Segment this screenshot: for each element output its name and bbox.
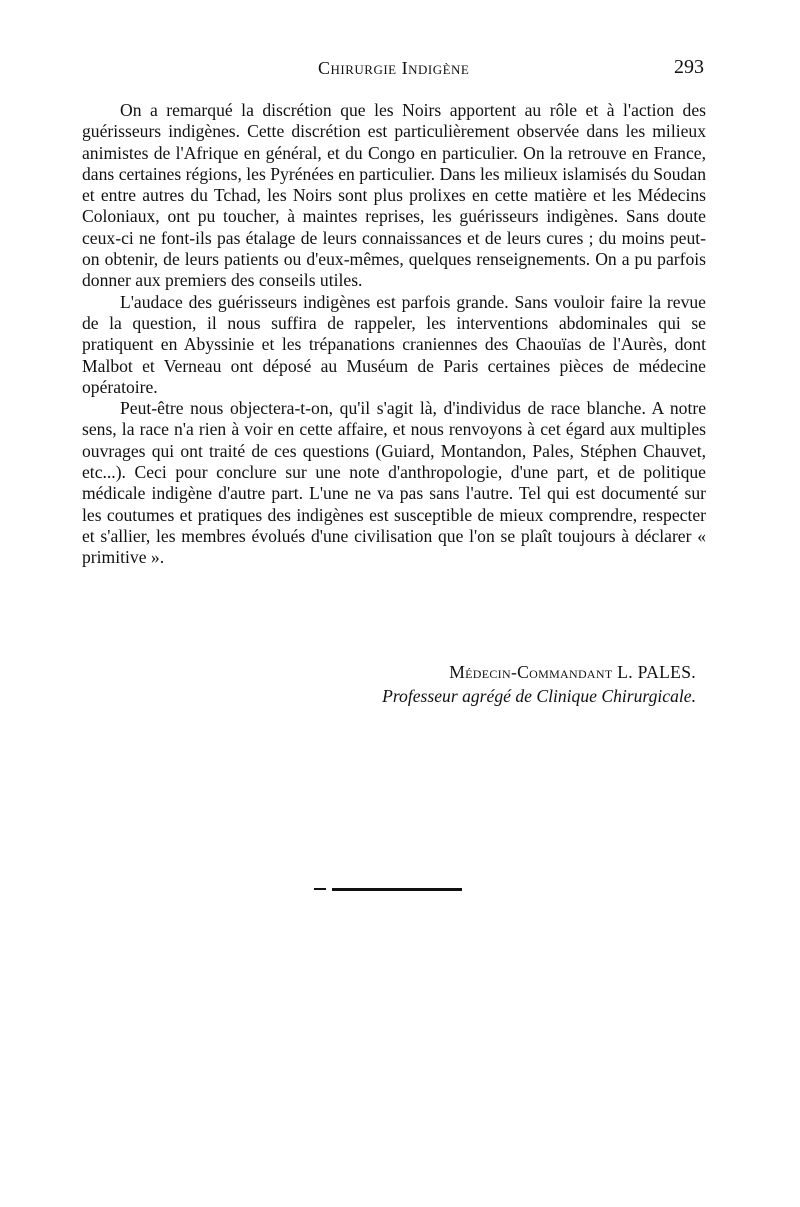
paragraph: Peut-être nous objectera-t-on, qu'il s'agit là, d'individus de race blanche. A notre sens, la race n'a rien à voir en cette affaire, et nous renvoyons à cet égard aux multiples ouvrages qui ont traité de ces questions (Guiard, Montandon, Pales, Stéphen Chauvet, etc...). Ceci pour conclure sur une note d'anthropologie, d'une part, et de politique médicale indigène d'autre part. L'une ne va pas sans l'autre. Tel qui est documenté sur les coutumes et pratiques des indigènes est susceptible de mieux comprendre, respecter et s'allier, les membres évolués d'une civilisation que l'on se plaît toujours à déclarer « primitive ».: [82, 398, 706, 568]
signature-block: [382, 660, 696, 708]
page-number: 293: [674, 56, 704, 78]
running-title: Chirurgie Indigène: [318, 58, 470, 78]
paragraph: L'audace des guérisseurs indigènes est parfois grande. Sans vouloir faire la revue de la question, il nous suffira de rappeler, les interventions abdominales qui se pratiquent en Abyssinie et les trépanations craniennes des Chaouïas de l'Aurès, dont Malbot et Verneau ont déposé au Muséum de Paris certaines pièces de médecine opératoire.: [82, 291, 706, 397]
article-body: [82, 100, 706, 569]
end-rule: [332, 888, 462, 891]
author-name: Médecin-Commandant L. PALES.: [449, 662, 696, 682]
author-affiliation: Professeur agrégé de Clinique Chirurgicale.: [382, 686, 696, 706]
paragraph: On a remarqué la discrétion que les Noirs apportent au rôle et à l'action des guérisseurs indigènes. Cette discrétion est particulièrement observée dans les milieux animistes de l'Afrique en général, et du Congo en particulier. On la retrouve en France, dans certaines régions, les Pyrénées en particulier. Dans les milieux islamisés du Soudan et entre autres du Tchad, les Noirs sont plus prolixes en cette matière et les Médecins Coloniaux, ont pu toucher, à maintes reprises, les guérisseurs indigènes. Sans doute ceux-ci ne font-ils pas étalage de leurs connaissances et de leurs cures ; du moins peut-on obtenir, de leurs patients ou d'eux-mêmes, quelques renseignements. On a pu parfois donner aux premiers des conseils utiles.: [82, 100, 706, 291]
end-rule-dash: [314, 888, 326, 890]
